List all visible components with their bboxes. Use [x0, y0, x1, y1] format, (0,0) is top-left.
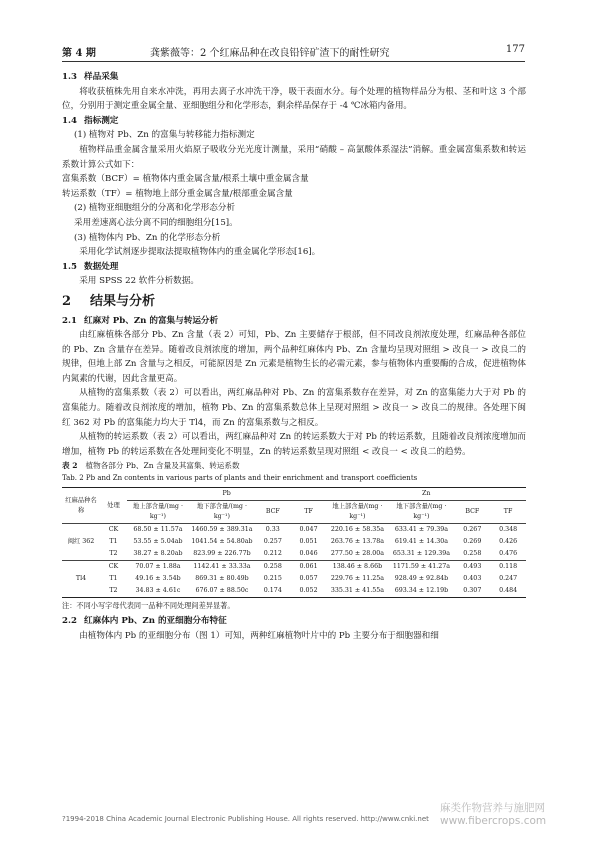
running-header [62, 44, 525, 60]
cell-zn-bcf: 0.493 [463, 563, 482, 571]
cell-zn-tf: 0.348 [499, 526, 518, 534]
cell-zn-tf: 0.426 [499, 538, 518, 546]
cell-treatment: T1 [109, 575, 118, 583]
cell-pb-bcf: 0.258 [263, 563, 282, 571]
cell-variety [62, 548, 100, 561]
col-zn-above: 地上部含量/(mg · kg⁻¹) [332, 503, 383, 521]
cell-pb-bcf: 0.257 [263, 538, 282, 546]
cell-variety: 闽红 362 [67, 538, 95, 546]
cell-pb-above: 70.07 ± 1.88a [135, 563, 181, 571]
cell-zn-bcf: 0.258 [463, 550, 482, 558]
cell-zn-above: 220.16 ± 58.35a [330, 526, 384, 534]
section-heading-1-4: 1.4 指标测定 [62, 115, 119, 126]
section-heading-2-2: 2.2 红麻体内 Pb、Zn 的亚细胞分布特征 [62, 616, 227, 627]
cell-zn-below: 619.41 ± 14.30a [394, 538, 448, 546]
col-pb-tf: TF [304, 508, 313, 516]
cell-zn-below: 928.49 ± 92.84b [394, 575, 449, 583]
table-body [62, 524, 526, 598]
cell-treatment: T2 [109, 550, 118, 558]
section-heading-1-3: 1.3 样品采集 [62, 72, 119, 82]
paragraph-content-analysis: 由红麻植株各部分 Pb、Zn 含量（表 2）可知，Pb、Zn 主要储存于根部，但不同改良剂浓度处理，红麻品种各部位的 Pb、Zn 含量存在差异。随着改良剂浓度的增加，两个品种红麻体内 Pb、Zn 含量均呈现对照组 > 改良一 > 改良二的规律，但地上部 Zn 含量与之相反，可能原因是 Zn 元素是植物生长的必需元素，参与植物体内重要酶的合成，促进植物体内氮素的代谢，因此含量更高。 [62, 330, 526, 384]
item-text-2: 采用差速离心法分离不同的细胞组分[15]。 [74, 217, 238, 228]
paragraph-enrichment-analysis: 从植物的富集系数（表 2）可以看出，两红麻品种对 Pb、Zn 的富集系数存在差异，对 Zn 的富集能力大于对 Pb 的富集能力。随着改良剂浓度的增加，植物 Pb、Zn 的富集系数总体上呈现对照组 > 改良一 > 改良二的规律。各处理下闽红 362 对 Pb 的富集能力均大于 Tl4，而 Zn 的富集系数与之相反。 [62, 388, 526, 428]
cell-pb-above: 34.83 ± 4.61c [135, 587, 181, 595]
issue-number: 第 4 期 [62, 48, 96, 59]
cell-zn-below: 653.31 ± 129.39a [392, 550, 450, 558]
group-pb: Pb [127, 488, 327, 501]
cell-treatment: CK [108, 563, 119, 571]
cell-variety [62, 524, 100, 537]
cell-zn-below: 633.41 ± 79.39a [394, 526, 448, 534]
cell-zn-above: 138.46 ± 8.66b [332, 563, 383, 571]
col-pb-bcf: BCF [265, 508, 280, 516]
col-zn-bcf: BCF [465, 508, 480, 516]
cell-zn-bcf: 0.307 [463, 587, 482, 595]
table-caption: 表 2 植物各部分 Pb、Zn 含量及其富集、转运系数 [62, 461, 240, 471]
cell-pb-below: 1142.41 ± 33.33a [193, 563, 251, 571]
cell-pb-bcf: 0.215 [263, 575, 282, 583]
cell-pb-bcf: 0.33 [265, 526, 280, 534]
cell-zn-bcf: 0.269 [463, 538, 482, 546]
copyright-footer: ?1994-2018 China Academic Journal Electronic Publishing House. All rights reserved. http://www.cnki.net [62, 815, 429, 823]
running-title: 龚紫薇等：2 个红麻品种在改良铅锌矿渣下的耐性研究 [150, 48, 390, 59]
col-treatment: 处理 [107, 501, 120, 509]
table-row [62, 548, 526, 561]
table-row [62, 585, 526, 598]
cell-pb-below: 1041.54 ± 54.80ab [191, 538, 253, 546]
cell-pb-above: 38.27 ± 8.20ab [133, 550, 183, 558]
item-heading-3: (3) 植物体内 Pb、Zn 的化学形态分析 [74, 232, 221, 243]
table-row [62, 573, 526, 585]
cell-zn-bcf: 0.267 [463, 526, 482, 534]
item-text-3: 采用化学试剂逐步提取法提取植物体内的重金属化学形态[16]。 [79, 247, 321, 258]
cell-zn-tf: 0.476 [499, 550, 518, 558]
cell-zn-above: 335.31 ± 41.55a [330, 587, 384, 595]
cell-zn-above: 277.50 ± 28.00a [330, 550, 384, 558]
cell-pb-bcf: 0.174 [263, 587, 282, 595]
paragraph-sample-collection: 将收获植株先用自来水冲洗，再用去离子水冲洗干净，吸干表面水分。每个处理的植物样品分为根、茎和叶这 3 个部位，分别用于测定重金属全量、亚细胞组分和化学形态，剩余样品保存于 -4 ℃冰箱内备用。 [62, 86, 526, 112]
cell-pb-above: 68.50 ± 11.57a [133, 526, 183, 534]
cell-zn-bcf: 0.403 [463, 575, 482, 583]
table-caption-english: Tab. 2 Pb and Zn contents in various parts of plants and their enrichment and transport coefficients [62, 474, 418, 483]
cell-pb-tf: 0.051 [299, 538, 318, 546]
table-row [62, 561, 526, 574]
cell-pb-above: 53.55 ± 5.04ab [133, 538, 183, 546]
col-zn-tf: TF [503, 508, 513, 516]
col-variety: 红麻品种名称 [65, 496, 97, 514]
paragraph-measurement: 植物样品重金属含量采用火焰原子吸收分光光度计测量，采用“硝酸 – 高氯酸体系湿法”消解。重金属富集系数和转运系数计算公式如下： [62, 144, 526, 170]
cell-pb-below: 676.07 ± 88.50c [195, 587, 249, 595]
cell-zn-above: 229.76 ± 11.25a [330, 575, 384, 583]
cell-treatment: T1 [109, 538, 118, 546]
cell-treatment: T2 [109, 587, 118, 595]
cell-zn-tf: 0.118 [499, 563, 518, 571]
cell-variety [62, 561, 100, 574]
col-pb-above: 地上部含量/(mg · kg⁻¹) [132, 503, 183, 521]
site-watermark: 麻类作物营养与施肥网 www.fibercrops.com [440, 802, 547, 827]
cell-zn-below: 1171.59 ± 41.27a [392, 563, 450, 571]
section-heading-2: 2 结果与分析 [62, 293, 156, 309]
item-heading-2: (2) 植物亚细胞组分的分离和化学形态分析 [74, 203, 235, 214]
cell-pb-below: 869.31 ± 80.49b [195, 575, 249, 583]
formula-tf: 转运系数（TF）= 植物地上部分重金属含量/根部重金属含量 [62, 188, 293, 199]
main-content [62, 70, 526, 644]
cell-zn-tf: 0.484 [499, 587, 518, 595]
table-2 [62, 487, 526, 598]
cell-pb-tf: 0.047 [299, 526, 318, 534]
cell-zn-below: 693.34 ± 12.19b [394, 587, 449, 595]
item-heading-1: (1) 植物对 Pb、Zn 的富集与转移能力指标测定 [74, 130, 255, 141]
paragraph-transport-analysis: 从植物的转运系数（表 2）可以看出，两红麻品种对 Zn 的转运系数大于对 Pb 的转运系数，且随着改良剂浓度增加而增加，植物 Pb 的转运系数在各处理间变化不明显，Zn 的转运系数呈现对照组 < 改良一 < 改良二的趋势。 [62, 432, 526, 457]
cell-pb-below: 823.99 ± 226.77b [193, 550, 251, 558]
paragraph-subcellular: 由植物体内 Pb 的亚细胞分布（图 1）可知，两种红麻植物叶片中的 Pb 主要分布于细胞器和细 [79, 631, 439, 642]
cell-pb-tf: 0.052 [299, 587, 318, 595]
cell-pb-tf: 0.061 [299, 563, 318, 571]
group-zn: Zn [326, 488, 526, 501]
col-zn-below: 地下部含量/(mg · kg⁻¹) [396, 503, 447, 521]
header-rule [62, 61, 525, 62]
cell-zn-tf: 0.247 [499, 575, 518, 583]
cell-pb-below: 1460.59 ± 389.31a [191, 526, 253, 534]
cell-zn-above: 263.76 ± 13.78a [330, 538, 384, 546]
cell-pb-tf: 0.046 [299, 550, 318, 558]
table-row [62, 536, 526, 548]
cell-pb-bcf: 0.212 [263, 550, 282, 558]
formula-bcf: 富集系数（BCF）= 植物体内重金属含量/根系土壤中重金属含量 [62, 174, 309, 185]
cell-pb-above: 49.16 ± 3.54b [135, 575, 181, 583]
section-heading-2-1: 2.1 红麻对 Pb、Zn 的富集与转运分析 [62, 315, 219, 326]
section-heading-1-5: 1.5 数据处理 [62, 261, 119, 272]
cell-pb-tf: 0.057 [299, 575, 318, 583]
page-number: 177 [505, 44, 525, 55]
cell-variety: Tl4 [75, 575, 87, 583]
table-note: 注：不同小写字母代表同一品种不同处理间差异显著。 [62, 601, 235, 611]
col-pb-below: 地下部含量/(mg · kg⁻¹) [196, 503, 247, 521]
table-row [62, 524, 526, 537]
cell-treatment: CK [108, 526, 119, 534]
cell-variety [62, 585, 100, 598]
paragraph-data-processing: 采用 SPSS 22 软件分析数据。 [79, 276, 199, 287]
